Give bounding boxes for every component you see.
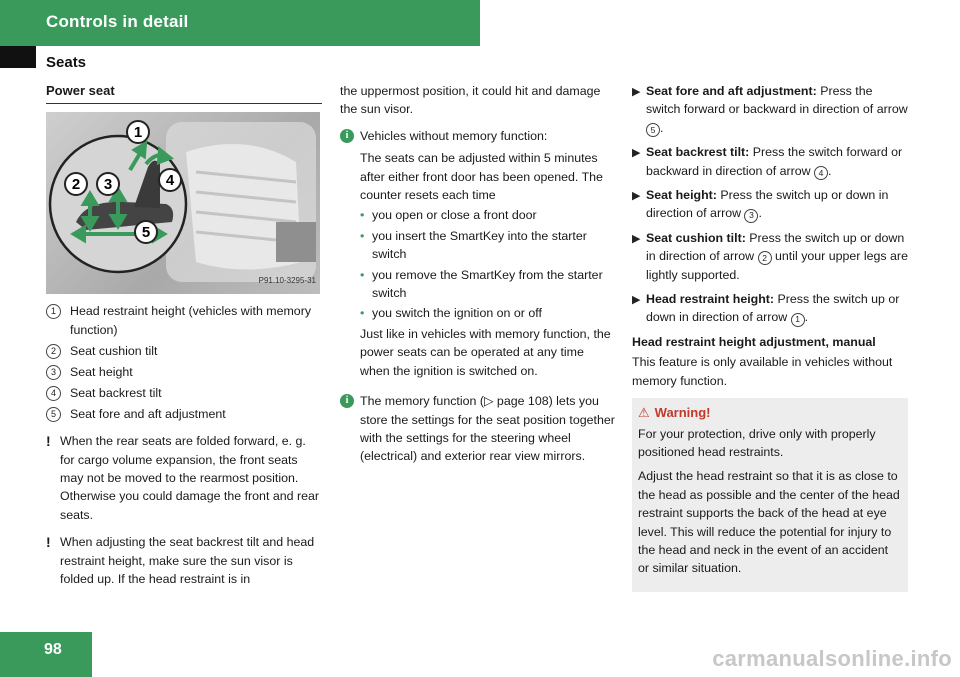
step-end: until your upper legs are lightly supported. (646, 249, 908, 282)
legend-number: 4 (46, 386, 61, 401)
step-text: Press the switch up or down in direction of arrow (646, 188, 889, 221)
figure-legend (46, 302, 322, 423)
step-label: Seat height: (646, 188, 717, 203)
fig-label-2: 2 (71, 176, 81, 194)
step-number: 2 (758, 251, 772, 265)
info-icon: i (340, 394, 354, 408)
step-number: 4 (814, 166, 828, 180)
info-note (340, 127, 616, 380)
bullet-icon: • (360, 267, 365, 282)
continued-text: the uppermost position, it could hit and damage the sun visor. (340, 84, 601, 117)
legend-number: 2 (46, 344, 61, 359)
legend-number: 3 (46, 365, 61, 380)
page-number: 98 (44, 641, 62, 658)
info-icon: i (340, 129, 354, 143)
list-item (632, 143, 908, 180)
fig-label-4: 4 (165, 172, 175, 190)
seat-illustration (46, 112, 320, 294)
legend-text: Seat height (70, 364, 133, 379)
triangle-arrow-icon: ▶ (632, 294, 641, 307)
manual-adjustment-text: This feature is only available in vehicles without memory function. (632, 355, 893, 388)
caution-note (46, 432, 322, 524)
warning-title: Warning! (654, 405, 711, 421)
legend-item (46, 363, 322, 381)
legend-item (46, 384, 322, 402)
step-end: . (828, 163, 832, 178)
warning-paragraph: Adjust the head restraint so that it is as close to the head as possible and the center of the head restraint supports the back of the head at eye level. This will reduce the potential for injury to the head and neck in the event of an accident or similar situation. (638, 469, 900, 576)
step-number: 5 (646, 123, 660, 137)
step-text: Press the switch up or down in direction of arrow (646, 292, 900, 325)
step-text: Press the switch forward or backward in direction of arrow (646, 84, 908, 117)
list-item (360, 206, 616, 224)
step-label: Head restraint height: (646, 292, 775, 307)
figure-id: P91.10-3295-31 (258, 276, 316, 285)
warning-header (638, 404, 902, 422)
legend-text: Seat cushion tilt (70, 343, 158, 358)
legend-item (46, 405, 322, 423)
column-1 (46, 82, 322, 588)
warning-box (632, 398, 908, 592)
triangle-arrow-icon: ▶ (632, 232, 641, 245)
step-label: Seat backrest tilt: (646, 145, 750, 160)
info-after: Just like in vehicles with memory function, the power seats can be operated at any time when the ignition is switched on. (360, 326, 611, 378)
step-text: Press the switch forward or backward in direction of arrow (646, 145, 903, 178)
list-item (360, 266, 616, 303)
info-note (340, 392, 616, 466)
bullet-icon: • (360, 208, 365, 223)
triangle-arrow-icon: ▶ (632, 190, 641, 203)
step-number: 1 (791, 313, 805, 327)
bullet-icon: • (360, 228, 365, 243)
legend-item (46, 302, 322, 339)
info-title: Vehicles without memory function: (360, 128, 548, 143)
list-item (632, 82, 908, 137)
legend-item (46, 342, 322, 360)
page-ref-icon: ▷ (483, 394, 494, 409)
note-text: When the rear seats are folded forward, e. g. for cargo volume expansion, the front seats may not be moved to the rearmost position. Otherwise you could damage the front and rear seats. (60, 434, 319, 522)
bullet-text: you switch the ignition on or off (372, 306, 542, 321)
note-text: When adjusting the seat backrest tilt and head restraint height, make sure the sun visor is folded up. If the head restraint is in (60, 535, 315, 587)
step-end: . (804, 310, 809, 325)
step-end: . (758, 206, 762, 221)
fig-label-3: 3 (103, 176, 113, 194)
exclamation-icon: ! (46, 534, 51, 551)
legend-text: Seat fore and aft adjustment (70, 406, 226, 421)
column-3 (632, 82, 908, 592)
section-tab-marker (0, 46, 36, 68)
manual-adjustment-heading: Head restraint height adjustment, manual (632, 334, 876, 349)
adjustment-steps (632, 82, 908, 327)
warning-triangle-icon: ⚠ (638, 405, 650, 421)
chapter-title: Controls in detail (46, 12, 189, 31)
list-item (632, 186, 908, 223)
page-ref-link[interactable]: page 108) lets you store the settings for the seat position together with the settings for the steering wheel (electrical) and exterior rear view mirrors. (360, 394, 615, 464)
step-text: Press the switch up or down in direction of arrow (646, 230, 905, 264)
warning-paragraph: For your protection, drive only with properly positioned head restraints. (638, 426, 876, 459)
legend-number: 1 (46, 304, 61, 319)
section-title: Seats (46, 54, 87, 71)
legend-text: Seat backrest tilt (70, 385, 162, 400)
info-body: The seats can be adjusted within 5 minutes after either front door has been opened. The counter resets each time (360, 151, 603, 203)
column-2 (340, 82, 616, 466)
list-item (360, 304, 616, 322)
fig-label-5: 5 (141, 224, 151, 242)
bullet-text: you remove the SmartKey from the starter switch (372, 267, 603, 301)
step-number: 3 (744, 209, 758, 223)
list-item (360, 227, 616, 264)
step-label: Seat cushion tilt: (646, 230, 746, 245)
legend-number: 5 (46, 407, 61, 422)
watermark: carmanualsonline.info (712, 646, 952, 671)
fig-label-1: 1 (133, 124, 143, 142)
seat-controls-figure (46, 112, 320, 294)
info-bullets (360, 206, 616, 322)
bullet-icon: • (360, 306, 365, 321)
legend-text: Head restraint height (vehicles with memory function) (70, 304, 312, 337)
bullet-text: you open or close a front door (372, 208, 537, 223)
triangle-arrow-icon: ▶ (632, 86, 641, 98)
step-label: Seat fore and aft adjustment: (646, 84, 817, 98)
triangle-arrow-icon: ▶ (632, 147, 641, 160)
exclamation-icon: ! (46, 433, 51, 450)
info-text: The memory function ( (360, 394, 484, 409)
list-item (632, 229, 908, 284)
step-end: . (660, 120, 664, 135)
power-seat-heading: Power seat (46, 82, 322, 104)
bullet-text: you insert the SmartKey into the starter switch (372, 228, 587, 262)
caution-note (46, 533, 322, 588)
info-memory-text (360, 392, 616, 466)
list-item (632, 290, 908, 327)
